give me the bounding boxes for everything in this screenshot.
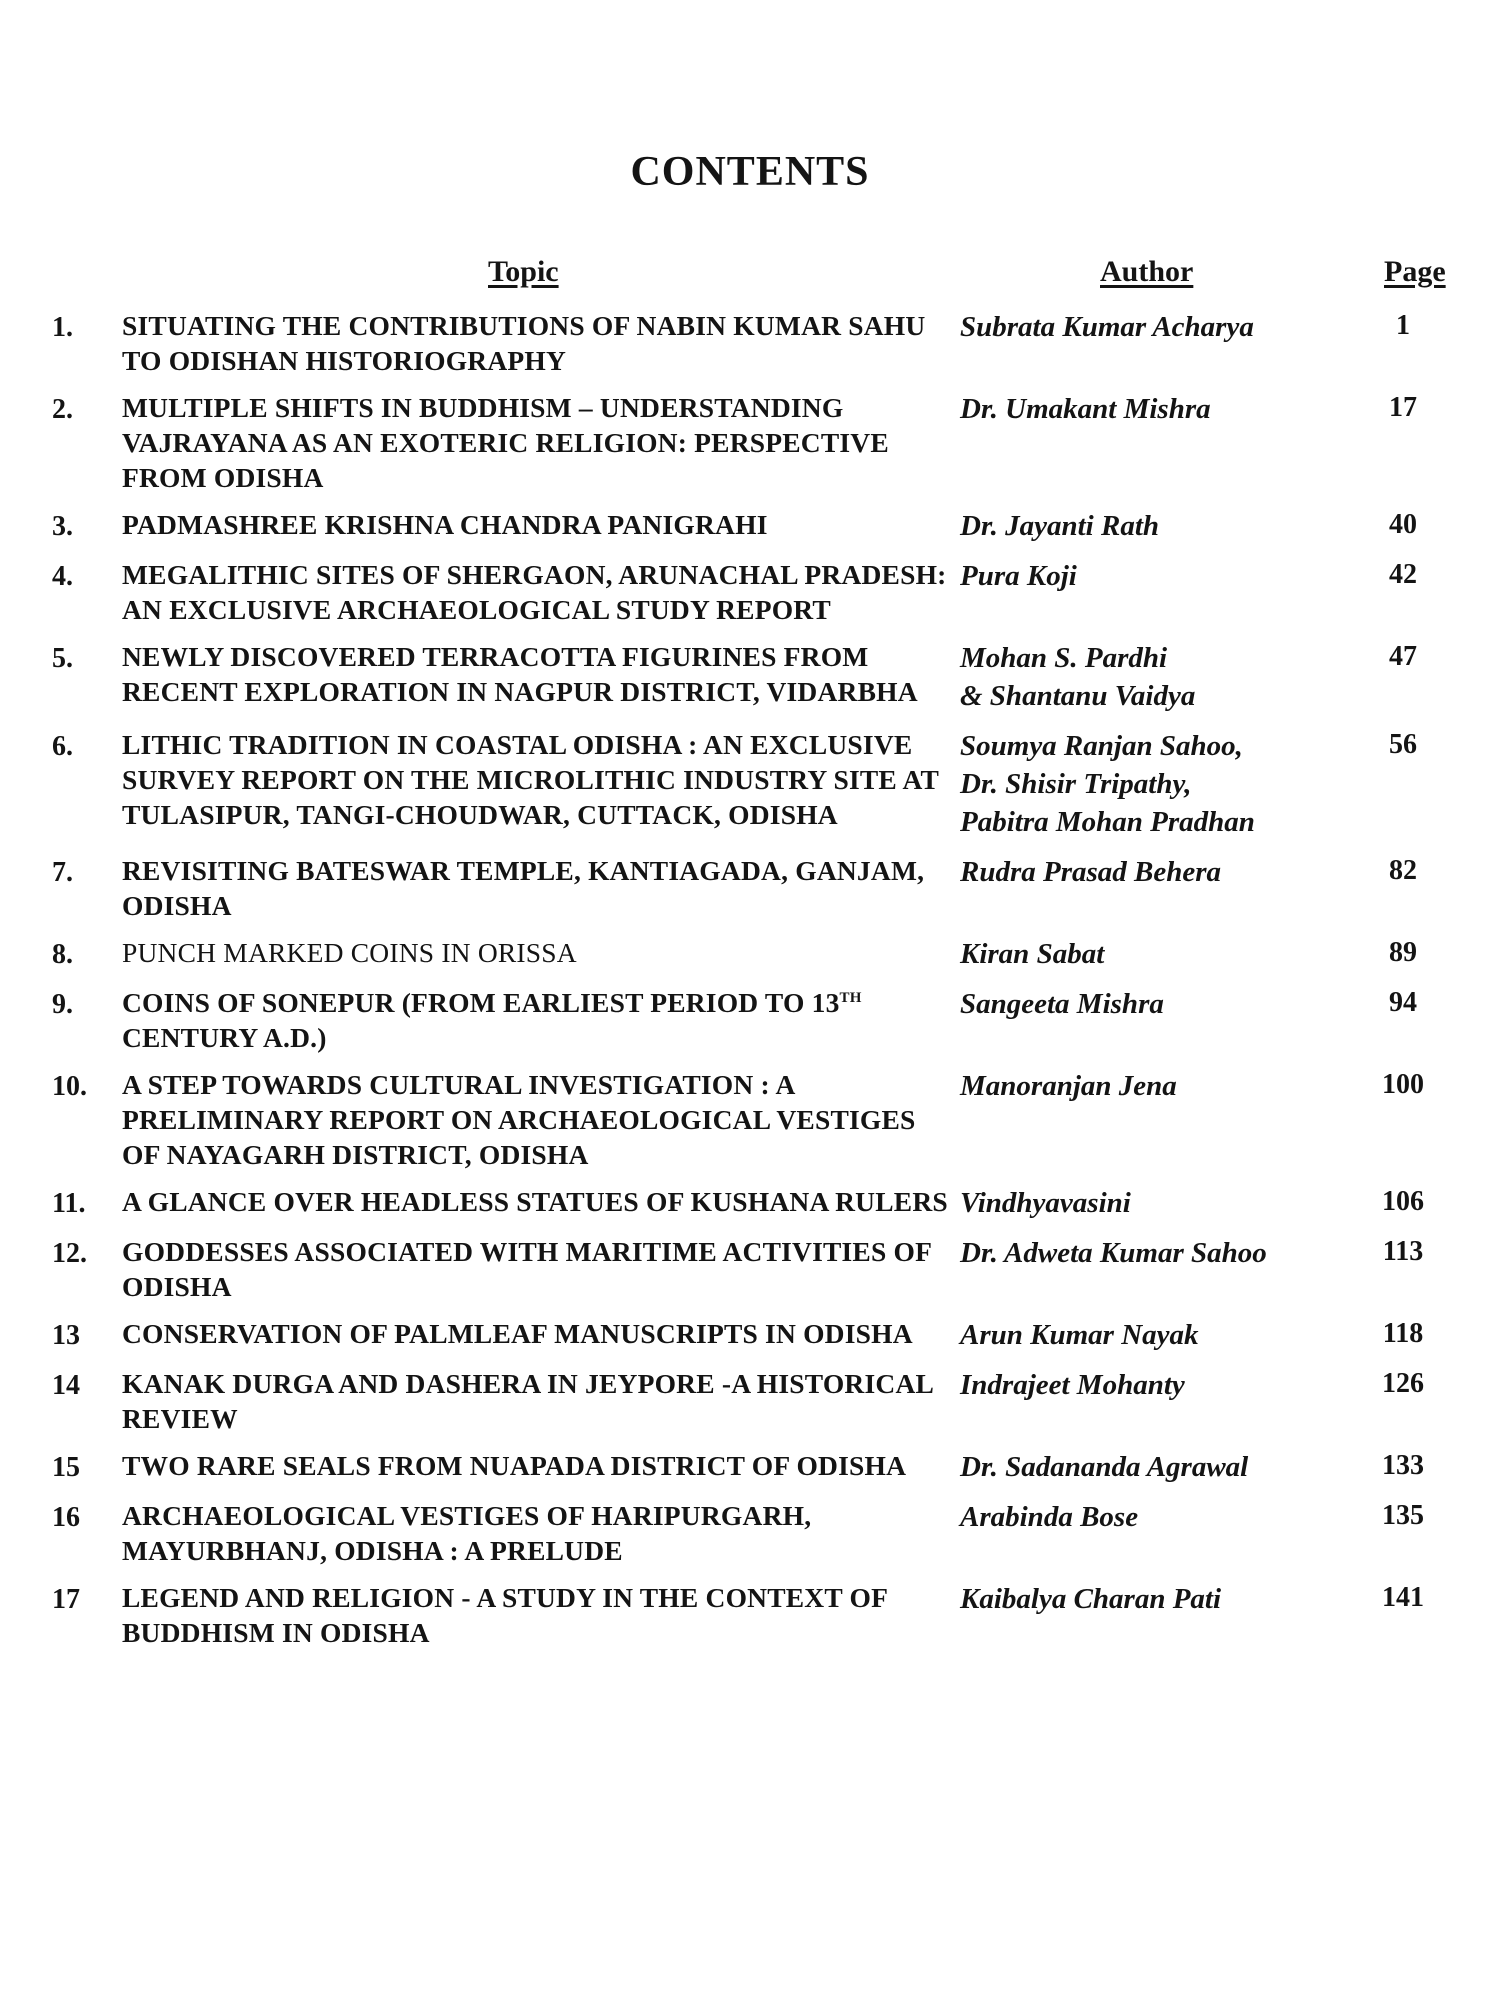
entry-number: 10.: [52, 1071, 87, 1102]
author-name: Dr. Jayanti Rath: [960, 510, 1160, 542]
entry-topic: MULTIPLE SHIFTS IN BUDDHISM – UNDERSTANDING VAJRAYANA AS AN EXOTERIC RELIGION: PERSPECTIVE FROM ODISHA: [122, 392, 889, 493]
contents-row: [0, 557, 1500, 627]
entry-topic: A STEP TOWARDS CULTURAL INVESTIGATION : A PRELIMINARY REPORT ON ARCHAEOLOGICAL VESTIGES OF NAYAGARH DISTRICT, ODISHA: [122, 1069, 916, 1170]
entry-author: [956, 507, 1358, 545]
entry-topic: KANAK DURGA AND DASHERA IN JEYPORE -A HISTORICAL REVIEW: [122, 1368, 933, 1434]
contents-row: [0, 1498, 1500, 1568]
author-name: Rudra Prasad Behera: [960, 856, 1222, 888]
contents-row: [0, 1316, 1500, 1354]
author-name: Mohan S. Pardhi: [960, 642, 1168, 674]
entry-page: 141: [1382, 1582, 1424, 1613]
entry-topic-text: COINS OF SONEPUR (FROM EARLIEST PERIOD TO 13: [122, 987, 840, 1018]
entry-author: [956, 1184, 1358, 1222]
entry-topic-text: CENTURY A.D.): [122, 1022, 327, 1053]
entry-page: 40: [1389, 509, 1417, 540]
entry-page: 17: [1389, 392, 1417, 423]
entry-number: 2.: [52, 394, 73, 425]
entry-page: 42: [1389, 559, 1417, 590]
contents-row: [0, 1234, 1500, 1304]
entry-page: 47: [1389, 641, 1417, 672]
entry-number: 5.: [52, 643, 73, 674]
entry-number: 3.: [52, 511, 73, 542]
entry-author: [956, 390, 1358, 428]
column-header-author: Author: [1100, 255, 1194, 288]
entry-number: 1.: [52, 312, 73, 343]
entry-number: 15: [52, 1452, 80, 1483]
contents-row: [0, 727, 1500, 841]
author-name: Vindhyavasini: [960, 1187, 1131, 1219]
author-name: Dr. Umakant Mishra: [960, 393, 1211, 425]
entry-number: 16: [52, 1502, 80, 1533]
entry-author: [956, 308, 1358, 346]
entry-topic: PUNCH MARKED COINS IN ORISSA: [122, 937, 577, 968]
author-name: Arabinda Bose: [960, 1501, 1139, 1533]
entry-page: 89: [1389, 937, 1417, 968]
entry-author: [956, 1498, 1358, 1536]
entry-topic: REVISITING BATESWAR TEMPLE, KANTIAGADA, GANJAM, ODISHA: [122, 855, 925, 921]
entry-number: 6.: [52, 731, 73, 762]
entry-author: [956, 1580, 1358, 1618]
entry-page: 118: [1382, 1318, 1424, 1349]
contents-row: [0, 985, 1500, 1055]
entry-number: 8.: [52, 939, 73, 970]
entry-author: [956, 1067, 1358, 1105]
author-name: Dr. Shisir Tripathy,: [960, 768, 1192, 800]
contents-row: [0, 1184, 1500, 1222]
contents-row: [0, 507, 1500, 545]
entry-topic: TWO RARE SEALS FROM NUAPADA DISTRICT OF ODISHA: [122, 1450, 907, 1481]
contents-row: [0, 1448, 1500, 1486]
contents-row: [0, 308, 1500, 378]
entry-author: [956, 1366, 1358, 1404]
entry-topic: LITHIC TRADITION IN COASTAL ODISHA : AN EXCLUSIVE SURVEY REPORT ON THE MICROLITHIC INDUSTRY SITE AT TULASIPUR, TANGI-CHOUDWAR, CUTTACK, ODISHA: [122, 729, 939, 830]
author-name: Subrata Kumar Acharya: [960, 311, 1254, 343]
entry-number: 9.: [52, 989, 73, 1020]
entry-author: [956, 985, 1358, 1023]
entry-page: 113: [1382, 1236, 1424, 1267]
entry-author: [956, 853, 1358, 891]
contents-list: [0, 308, 1500, 1662]
author-name: Dr. Sadananda Agrawal: [960, 1451, 1249, 1483]
author-name: Pabitra Mohan Pradhan: [960, 806, 1255, 838]
author-name: & Shantanu Vaidya: [960, 680, 1196, 712]
contents-row: [0, 1366, 1500, 1436]
entry-page: 126: [1382, 1368, 1424, 1399]
author-name: Dr. Adweta Kumar Sahoo: [960, 1237, 1267, 1269]
entry-topic: A GLANCE OVER HEADLESS STATUES OF KUSHANA RULERS: [122, 1186, 948, 1217]
entry-author: [956, 1448, 1358, 1486]
entry-page: 135: [1382, 1500, 1424, 1531]
entry-number: 13: [52, 1320, 80, 1351]
entry-topic: PADMASHREE KRISHNA CHANDRA PANIGRAHI: [122, 509, 768, 540]
author-name: Sangeeta Mishra: [960, 988, 1164, 1020]
contents-row: [0, 853, 1500, 923]
entry-page: 133: [1382, 1450, 1424, 1481]
contents-row: [0, 639, 1500, 715]
entry-topic: GODDESSES ASSOCIATED WITH MARITIME ACTIVITIES OF ODISHA: [122, 1236, 932, 1302]
author-name: Pura Koji: [960, 560, 1077, 592]
entry-number: 12.: [52, 1238, 87, 1269]
contents-row: [0, 390, 1500, 495]
author-name: Soumya Ranjan Sahoo,: [960, 730, 1243, 762]
entry-number: 7.: [52, 857, 73, 888]
entry-author: [956, 557, 1358, 595]
author-name: Indrajeet Mohanty: [960, 1369, 1185, 1401]
contents-row: [0, 1580, 1500, 1650]
column-header-topic: Topic: [488, 255, 559, 288]
entry-topic: MEGALITHIC SITES OF SHERGAON, ARUNACHAL PRADESH: AN EXCLUSIVE ARCHAEOLOGICAL STUDY REPORT: [122, 559, 947, 625]
entry-page: 106: [1382, 1186, 1424, 1217]
entry-number: 17: [52, 1584, 80, 1615]
author-name: Arun Kumar Nayak: [960, 1319, 1199, 1351]
author-name: Kaibalya Charan Pati: [960, 1583, 1222, 1615]
entry-topic: NEWLY DISCOVERED TERRACOTTA FIGURINES FROM RECENT EXPLORATION IN NAGPUR DISTRICT, VIDARBHA: [122, 641, 918, 707]
author-name: Kiran Sabat: [960, 938, 1105, 970]
entry-number: 11.: [52, 1188, 86, 1219]
ordinal-superscript: TH: [839, 990, 862, 1006]
column-header-page: Page: [1384, 255, 1446, 288]
page-title: CONTENTS: [630, 149, 870, 195]
contents-row: [0, 1067, 1500, 1172]
entry-topic: [122, 985, 956, 1055]
entry-author: [956, 935, 1358, 973]
entry-author: [956, 1316, 1358, 1354]
entry-page: 100: [1382, 1069, 1424, 1100]
author-name: Manoranjan Jena: [960, 1070, 1177, 1102]
entry-topic: SITUATING THE CONTRIBUTIONS OF NABIN KUMAR SAHU TO ODISHAN HISTORIOGRAPHY: [122, 310, 926, 376]
contents-row: [0, 935, 1500, 973]
entry-author: [956, 639, 1358, 715]
entry-page: 56: [1389, 729, 1417, 760]
entry-number: 4.: [52, 561, 73, 592]
entry-number: 14: [52, 1370, 80, 1401]
entry-topic: CONSERVATION OF PALMLEAF MANUSCRIPTS IN ODISHA: [122, 1318, 913, 1349]
entry-author: [956, 1234, 1358, 1272]
entry-page: 82: [1389, 855, 1417, 886]
entry-topic: LEGEND AND RELIGION - A STUDY IN THE CONTEXT OF BUDDHISM IN ODISHA: [122, 1582, 888, 1648]
entry-page: 1: [1396, 310, 1410, 341]
entry-page: 94: [1389, 987, 1417, 1018]
entry-topic: ARCHAEOLOGICAL VESTIGES OF HARIPURGARH, MAYURBHANJ, ODISHA : A PRELUDE: [122, 1500, 812, 1566]
entry-author: [956, 727, 1358, 841]
